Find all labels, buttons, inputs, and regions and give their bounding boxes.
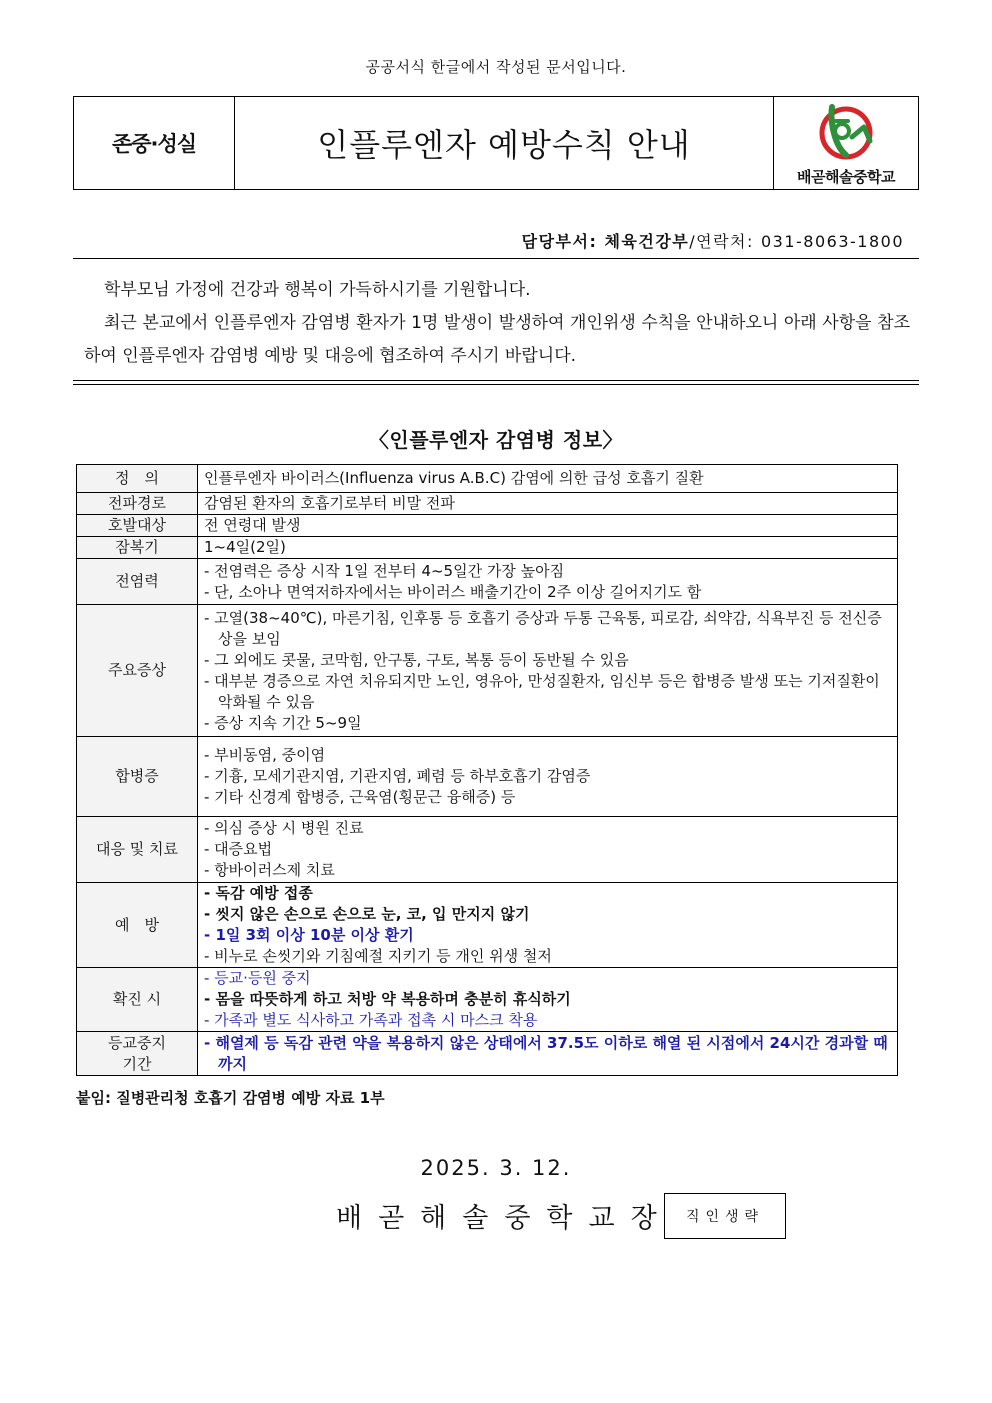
contact-line <box>522 229 904 252</box>
section-title: 〈인플루엔자 감염병 정보〉 <box>368 428 624 452</box>
list-item: - 전염력은 증상 시작 1일 전부터 4~5일간 가장 높아짐 <box>204 561 565 580</box>
row-label: 전파경로 <box>77 493 198 515</box>
row-value <box>198 605 898 737</box>
attachment-note: 붙임: 질병관리청 호흡기 감염병 예방 자료 1부 <box>76 1089 385 1107</box>
row-label-line: 기간 <box>122 1054 152 1073</box>
intro-text <box>84 274 910 373</box>
row-label: 합병증 <box>77 737 198 817</box>
school-logo <box>774 97 918 189</box>
list-item: - 기타 신경계 합병증, 근육염(횡문근 융해증) 등 <box>204 788 516 806</box>
list-item: - 증상 지속 기간 5~9일 <box>204 713 362 732</box>
row-label: 예 방 <box>77 883 198 968</box>
row-label <box>77 1032 198 1076</box>
row-value <box>198 737 898 817</box>
list-item: - 등교·등원 중지 <box>204 969 311 987</box>
list-item: - 항바이러스제 치료 <box>204 861 335 879</box>
table-row <box>77 817 898 883</box>
school-emblem-icon <box>812 101 880 161</box>
table-row <box>77 1032 898 1076</box>
influenza-info-table <box>76 464 898 1076</box>
double-divider <box>73 380 919 385</box>
contact-dept: 체육건강부 <box>604 232 690 251</box>
document-title: 인플루엔자 예방수칙 안내 <box>235 97 774 189</box>
seal-box: 직인생략 <box>664 1193 786 1239</box>
list-item: - 기흉, 모세기관지염, 기관지염, 폐렴 등 하부호흡기 감염증 <box>204 767 591 785</box>
row-label: 전염력 <box>77 559 198 605</box>
intro-paragraph-1: 학부모님 가정에 건강과 행복이 가득하시기를 기원합니다. <box>104 280 531 300</box>
list-item: - 부비동염, 중이염 <box>204 746 326 764</box>
row-value <box>198 817 898 883</box>
table-row <box>77 605 898 737</box>
row-value: 1~4일(2일) <box>198 537 898 559</box>
table-row <box>77 737 898 817</box>
row-label-line: 등교중지 <box>108 1033 166 1052</box>
contact-phone: 031-8063-1800 <box>760 232 904 251</box>
table-row <box>77 559 898 605</box>
divider <box>73 258 919 259</box>
list-item: - 단, 소아나 면역저하자에서는 바이러스 배출기간이 2주 이상 길어지기도 함 <box>204 582 702 601</box>
table-row <box>77 515 898 537</box>
list-item: - 해열제 등 독감 관련 약을 복용하지 않은 상태에서 37.5도 이하로 해열 된 시점에서 24시간 경과할 때까지 <box>204 1033 888 1073</box>
list-item: - 대부분 경증으로 자연 치유되지만 노인, 영유아, 만성질환자, 임신부 등은 합병증 발생 또는 기저질환이 악화될 수 있음 <box>204 671 880 711</box>
document-date: 2025. 3. 12. <box>420 1156 572 1180</box>
school-motto: 존중·성실 <box>74 97 235 189</box>
row-label: 대응 및 치료 <box>77 817 198 883</box>
table-row <box>77 537 898 559</box>
document-header <box>73 96 919 190</box>
row-label: 주요증상 <box>77 605 198 737</box>
row-value <box>198 1032 898 1076</box>
row-value: 인플루엔자 바이러스(Influenza virus A.B.C) 감염에 의한 급성 호흡기 질환 <box>198 465 898 493</box>
contact-sep: /연락처: <box>689 232 754 251</box>
row-value <box>198 968 898 1032</box>
list-item: - 고열(38~40℃), 마른기침, 인후통 등 호흡기 증상과 두통 근육통, 피로감, 쇠약감, 식욕부진 등 전신증상을 보임 <box>204 608 882 648</box>
table-row <box>77 883 898 968</box>
contact-label: 담당부서: <box>521 232 598 251</box>
table-row <box>77 968 898 1032</box>
row-value <box>198 883 898 968</box>
list-item: - 그 외에도 콧물, 코막힘, 안구통, 구토, 복통 등이 동반될 수 있음 <box>204 650 629 669</box>
table-row <box>77 493 898 515</box>
list-item: - 대증요법 <box>204 840 273 858</box>
list-item: - 독감 예방 접종 <box>204 884 313 902</box>
list-item: - 의심 증상 시 병원 진료 <box>204 819 364 837</box>
table-row <box>77 465 898 493</box>
row-label: 정 의 <box>77 465 198 493</box>
row-value: 전 연령대 발생 <box>198 515 898 537</box>
principal-signature-line: 배곧해솔중학교장 <box>336 1203 673 1234</box>
row-label: 호발대상 <box>77 515 198 537</box>
row-value: 감염된 환자의 호흡기로부터 비말 전파 <box>198 493 898 515</box>
list-item: - 비누로 손씻기와 기침예절 지키기 등 개인 위생 철저 <box>204 947 552 965</box>
intro-paragraph-2: 최근 본교에서 인플루엔자 감염병 환자가 1명 발생이 발생하여 개인위생 수칙을 안내하오니 아래 사항을 참조하여 인플루엔자 감염병 예방 및 대응에 협조하여 주시기 바랍니다. <box>84 313 910 366</box>
row-value <box>198 559 898 605</box>
top-notice: 공공서식 한글에서 작성된 문서입니다. <box>365 58 627 76</box>
list-item: - 1일 3회 이상 10분 이상 환기 <box>204 926 414 944</box>
list-item: - 몸을 따뜻하게 하고 처방 약 복용하며 충분히 휴식하기 <box>204 990 571 1008</box>
row-label: 잠복기 <box>77 537 198 559</box>
list-item: - 가족과 별도 식사하고 가족과 접촉 시 마스크 착용 <box>204 1011 538 1029</box>
row-label: 확진 시 <box>77 968 198 1032</box>
logo-caption: 배곧해솔중학교 <box>797 168 895 186</box>
list-item: - 씻지 않은 손으로 손으로 눈, 코, 입 만지지 않기 <box>204 905 530 923</box>
